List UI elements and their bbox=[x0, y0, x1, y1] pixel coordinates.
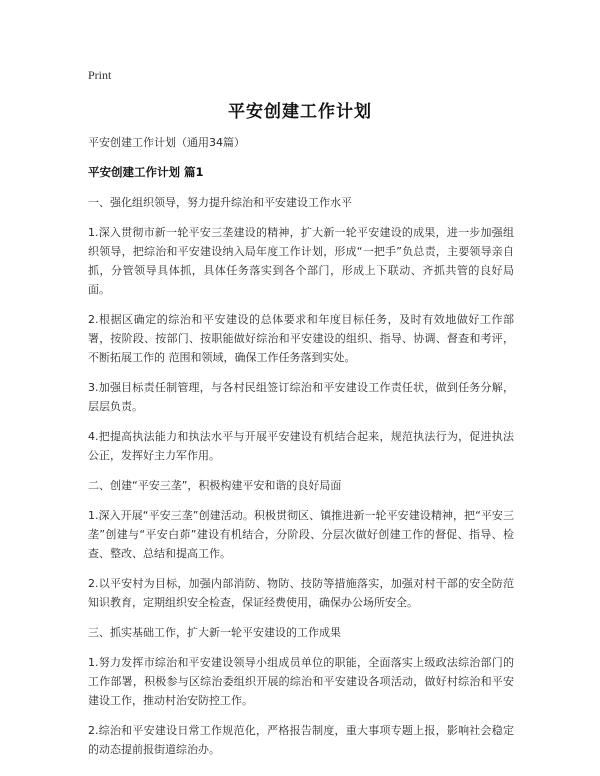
section-heading: 平安创建工作计划 篇1 bbox=[88, 165, 204, 179]
paragraph: 一、强化组织领导，努力提升综治和平安建设工作水平 bbox=[88, 196, 352, 209]
paragraph: 三、抓实基础工作，扩大新一轮平安建设的工作成果 bbox=[88, 626, 341, 639]
paragraph: 二、创建“平安三垄”，积极构建平安和谐的良好局面 bbox=[88, 479, 342, 492]
paragraph: 2.根据区确定的综治和平安建设的总体要求和年度目标任务，及时有效地做好工作部署，按阶段、按部门、按职能做好综治和平安建设的组织、指导、协调、督查和考评，不断拓展工作的 范围和领域，确保工作任务落到实处。 bbox=[88, 313, 514, 364]
print-link[interactable]: Print bbox=[88, 68, 112, 82]
paragraph: 2.以平安村为目标，加强内部消防、物防、技防等措施落实，加强对村干部的安全防范知识教育，定期组织安全检查，保证经费使用，确保办公场所安全。 bbox=[88, 577, 514, 609]
paragraph: 1.深入贯彻市新一轮平安三垄建设的精神，扩大新一轮平安建设的成果，进一步加强组织领导，把综治和平安建设纳入局年度工作计划，形成“一把手”负总责，主要领导亲自抓，分管领导具体抓，具体任务落实到各个部门，形成上下联动、齐抓共管的良好局面。 bbox=[88, 226, 514, 296]
document-body bbox=[88, 133, 514, 770]
page-title: 平安创建工作计划 bbox=[228, 102, 372, 122]
paragraph: 3.加强目标责任制管理，与各村民组签订综治和平安建设工作责任状，做到任务分解，层层负责。 bbox=[88, 381, 514, 413]
document-subtitle: 平安创建工作计划（通用34篇） bbox=[88, 136, 245, 149]
paragraph: 1.努力发挥市综治和平安建设领导小组成员单位的职能，全面落实上级政法综治部门的工作部署，积极参与区综治委组织开展的综治和平安建设各项活动，做好村综治和平安建设工作，推动村治安防控工作。 bbox=[88, 656, 514, 707]
paragraph: 2.综治和平安建设日常工作规范化，严格报告制度，重大事项专题上报，影响社会稳定的动态提前报街道综治办。 bbox=[88, 724, 514, 756]
paragraph: 4.把提高执法能力和执法水平与开展平安建设有机结合起来，规范执法行为，促进执法公正，发挥好主力军作用。 bbox=[88, 430, 514, 462]
paragraph: 1.深入开展“平安三垄”创建活动。积极贯彻区、镇推进新一轮平安建设精神，把“平安三垄”创建与“平安白茆”建设有机结合，分阶段、分层次做好创建工作的督促、指导、检查、整改、总结和提高工作。 bbox=[88, 509, 514, 560]
